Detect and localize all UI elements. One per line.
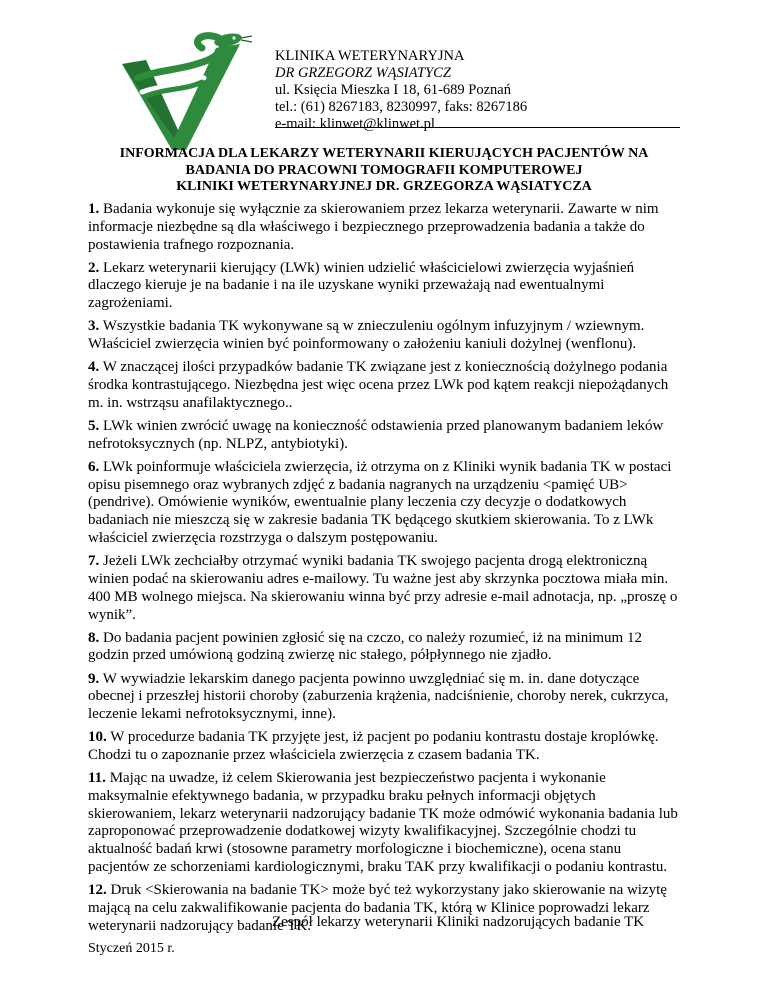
list-item	[88, 359, 686, 412]
item-text: W procedurze badania TK przyjęte jest, iż pacjent po podaniu kontrastu dostaje kroplówkę. Chodzi tu o zapoznanie przez właściciela zwierzęcia z czasem badania TK.	[88, 729, 659, 763]
item-text: Jeżeli LWk zechciałby otrzymać wyniki badania TK swojego pacjenta drogą elektroniczną winien podać na skierowaniu adres e-mailowy. Tu ważne jest aby skrzynka pocztowa miała min. 400 MB wolnego miejsca. Na skierowaniu winna być przy adresie e-mail adnotacja, np. „proszę o wynik”.	[88, 553, 678, 623]
item-text: Lekarz weterynarii kierujący (LWk) winien udzielić właścicielowi zwierzęcia wyjaśnień dlaczego kieruje je na badanie i na ile uzyskane wyniki przeważają nad ewentualnymi zagrożeniami.	[88, 259, 635, 312]
list-item	[88, 630, 686, 666]
document-date: Styczeń 2015 r.	[88, 941, 175, 956]
document-title	[88, 146, 680, 196]
item-text: W znaczącej ilości przypadków badanie TK związane jest z koniecznością dożylnego podania środka kontrastującego. Niezbędna jest więc ocena przez LWk pod kątem reakcji niepożądanych m. in. wstrząsu anafilaktycznego..	[88, 359, 669, 411]
item-text: Druk <Skierowania na badanie TK> może być też wykorzystany jako skierowanie na wizytę mającą na celu zakwalifikowanie pacjenta do badania TK, którą w Klinice poprowadzi lekarz weterynarii nadzorujący badanie TK.	[88, 882, 667, 934]
item-number: 9.	[88, 670, 100, 687]
list-item	[88, 729, 686, 765]
clinic-address: ul. Księcia Mieszka I 18, 61-689 Poznań	[275, 82, 511, 98]
list-item	[88, 318, 686, 354]
list-item	[88, 553, 686, 624]
doctor-name: DR GRZEGORZ WĄSIATYCZ	[275, 65, 451, 81]
header-divider	[275, 127, 680, 128]
item-text: W wywiadzie lekarskim danego pacjenta powinno uwzględniać się m. in. dane dotyczące obecnej i przeszłej historii choroby (zaburzenia krążenia, nadciśnienie, choroby nerek, cukrzyca, leczenie lekami nefrotoksycznymi, inne).	[88, 670, 669, 723]
item-number: 11.	[88, 770, 106, 787]
signature: Zespół lekarzy weterynarii Kliniki nadzorujących badanie TK	[272, 914, 645, 930]
clinic-phone: tel.: (61) 8267183, 8230997, faks: 8267186	[275, 99, 528, 115]
item-number: 5.	[88, 417, 100, 434]
item-number: 6.	[88, 458, 100, 475]
clinic-email: e-mail: klinwet@klinwet.pl	[275, 116, 435, 132]
clinic-name: KLINIKA WETERYNARYJNA	[275, 48, 465, 64]
title-line-3: KLINIKI WETERYNARYJNEJ DR. GRZEGORZA WĄSIATYCZA	[176, 179, 592, 194]
title-line-1: INFORMACJA DLA LEKARZY WETERYNARII KIERUJĄCYCH PACJENTÓW NA	[119, 146, 649, 161]
item-number: 12.	[88, 882, 107, 899]
list-item	[88, 418, 686, 454]
item-number: 10.	[88, 729, 107, 746]
item-text: Wszystkie badania TK wykonywane są w znieczuleniu ogólnym infuzyjnym / wziewnym. Właściciel zwierzęcia winien być poinformowany o założeniu kaniuli dożylnej (wenflonu).	[88, 318, 645, 353]
veterinary-logo-icon	[116, 26, 266, 154]
item-text: Do badania pacjent powinien zgłosić się na czczo, co należy rozumieć, iż na minimum 12 godzin przed umówioną godziną zwierzę nic stałego, półpłynnego nie zjadło.	[88, 629, 642, 664]
title-line-2: BADANIA DO PRACOWNI TOMOGRAFII KOMPUTEROWEJ	[185, 162, 583, 178]
list-item	[88, 260, 686, 313]
item-text: Badania wykonuje się wyłącznie za skierowaniem przez lekarza weterynarii. Zawarte w nim informacje niezbędne są dla właściwego i bezpiecznego przeprowadzenia badania a także do postawienia trafnego rozpoznania.	[88, 201, 659, 253]
clinic-header	[275, 48, 527, 133]
list-item	[88, 459, 686, 548]
item-text: Mając na uwadze, iż celem Skierowania jest bezpieczeństwo pacjenta i wykonanie maksymalnie efektywnego badania, w przypadku braku pełnych informacji objętych skierowaniem, lekarz weterynarii nadzorujący badanie TK może odmówić wykonania badania lub zaproponować przeprowadzenie dodatkowej wizyty kwalifikacyjnej. Szczególnie chodzi tu aktualność badań krwi (stosowne parametry morfologiczne i biochemiczne), ocena stanu pacjentów ze schorzeniami kardiologicznymi, braku TAK przy kwalifikacji o podaniu kontrastu.	[88, 770, 678, 876]
item-number: 3.	[88, 318, 100, 335]
item-number: 8.	[88, 629, 100, 646]
item-text: LWk winien zwrócić uwagę na konieczność odstawienia przed planowanym badaniem leków nefrotoksycznych (np. NLPZ, antybiotyki).	[88, 417, 664, 452]
list-item	[88, 671, 686, 724]
item-number: 2.	[88, 259, 100, 276]
item-number: 1.	[88, 201, 100, 217]
item-text: LWk poinformuje właściciela zwierzęcia, iż otrzyma on z Kliniki wynik badania TK w postaci opisu pisemnego oraz wybranych zdjęć z badania nagranych na urządzeniu <pamięć UB> (pendrive). Omówienie wyników, ewentualnie plany leczenia czy decyzje o dodatkowych badaniach nie mieszczą się w zakresie badania TK będącego skutkiem skierowania. To z LWk właściciel zwierzęcia rozstrzyga o dalszym postępowaniu.	[88, 458, 672, 547]
item-number: 4.	[88, 359, 100, 376]
list-item	[88, 201, 686, 254]
item-number: 7.	[88, 553, 100, 570]
list-item	[88, 770, 686, 877]
information-list	[88, 201, 686, 941]
